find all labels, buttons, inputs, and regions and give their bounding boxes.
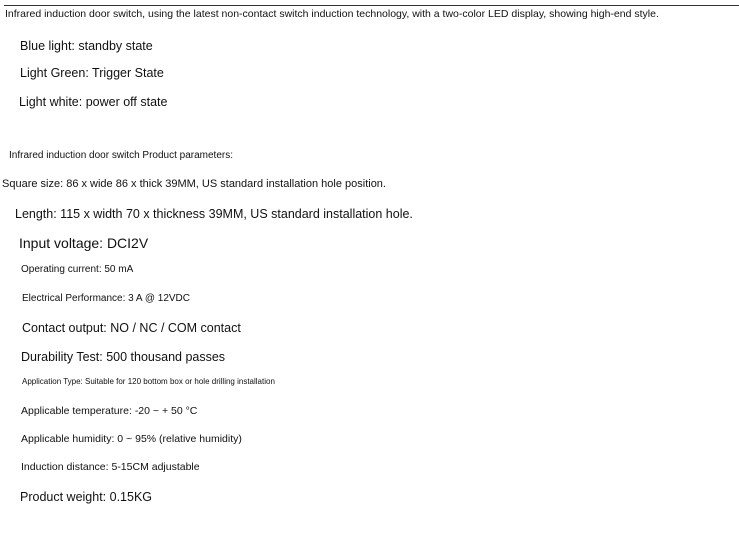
param-square-size: Square size: 86 x wide 86 x thick 39MM, US standard installation hole position. <box>2 178 386 190</box>
param-contact-output: Contact output: NO / NC / COM contact <box>22 321 241 335</box>
top-divider <box>4 5 739 6</box>
param-induction-distance: Induction distance: 5-15CM adjustable <box>21 461 200 473</box>
param-application-type: Application Type: Suitable for 120 bottom box or hole drilling installation <box>22 377 275 386</box>
param-operating-current: Operating current: 50 mA <box>21 264 134 275</box>
param-length: Length: 115 x width 70 x thickness 39MM, US standard installation hole. <box>15 207 413 221</box>
led-state-white: Light white: power off state <box>19 95 168 109</box>
param-temperature: Applicable temperature: -20 ~ + 50 °C <box>21 405 198 417</box>
param-weight: Product weight: 0.15KG <box>20 490 153 504</box>
param-electrical: Electrical Performance: 3 A @ 12VDC <box>22 293 190 304</box>
param-durability: Durability Test: 500 thousand passes <box>21 350 226 364</box>
params-heading: Infrared induction door switch Product parameters: <box>9 150 233 161</box>
led-state-blue: Blue light: standby state <box>20 39 153 53</box>
led-state-green: Light Green: Trigger State <box>20 66 164 80</box>
intro-text: Infrared induction door switch, using the latest non-contact switch induction technology, with a two-color LED display, showing high-end style. <box>5 8 659 20</box>
param-humidity: Applicable humidity: 0 ~ 95% (relative humidity) <box>21 433 242 445</box>
param-input-voltage: Input voltage: DCI2V <box>19 235 149 251</box>
